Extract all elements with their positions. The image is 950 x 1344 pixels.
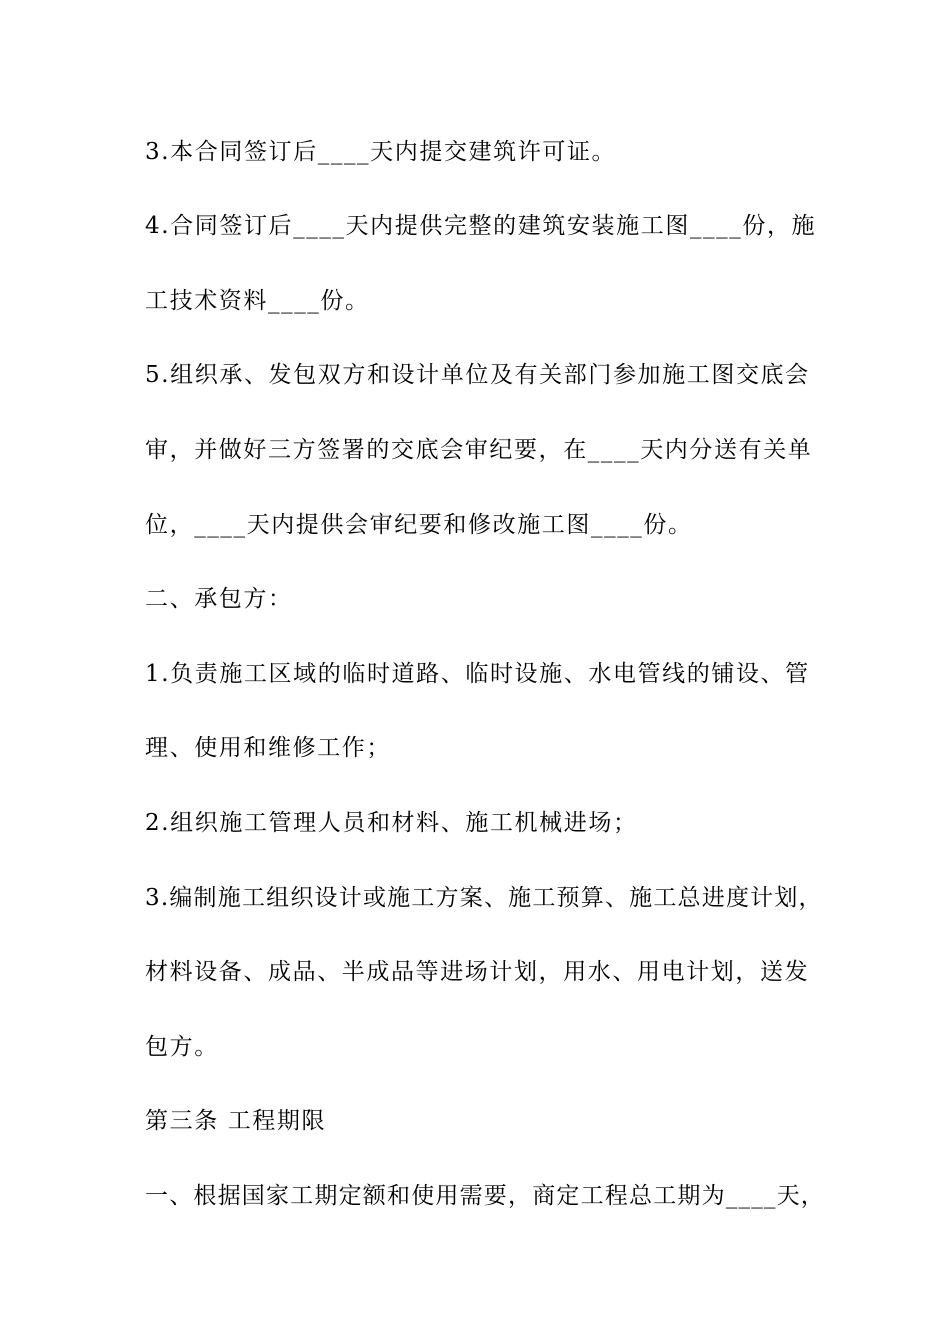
- text-line: 包方。: [145, 1034, 219, 1060]
- text-line: 材料设备、成品、半成品等进场计划，用水、用电计划，送发: [145, 959, 810, 985]
- text-line: 工技术资料____份。: [145, 288, 370, 314]
- text-line: 3.本合同签订后____天内提交建筑许可证。: [145, 139, 617, 165]
- text-line: 一、根据国家工期定额和使用需要，商定工程总工期为____天，: [145, 1183, 825, 1209]
- text-line: 理、使用和维修工作；: [145, 735, 391, 761]
- text-line: 审，并做好三方签署的交底会审纪要，在____天内分送有关单: [145, 437, 813, 463]
- text-line: 2.组织施工管理人员和材料、施工机械进场；: [145, 810, 638, 836]
- text-line: 4.合同签订后____天内提供完整的建筑安装施工图____份，施: [145, 213, 817, 239]
- text-line: 5.组织承、发包双方和设计单位及有关部门参加施工图交底会: [145, 362, 810, 388]
- article-heading: 第三条 工程期限: [145, 1108, 327, 1134]
- section-heading: 二、承包方：: [145, 586, 293, 612]
- text-line: 3.编制施工组织设计或施工方案、施工预算、施工总进度计划，: [145, 885, 823, 911]
- text-line: 位，____天内提供会审纪要和修改施工图____份。: [145, 512, 693, 538]
- text-line: 1.负责施工区域的临时道路、临时设施、水电管线的铺设、管: [145, 661, 810, 687]
